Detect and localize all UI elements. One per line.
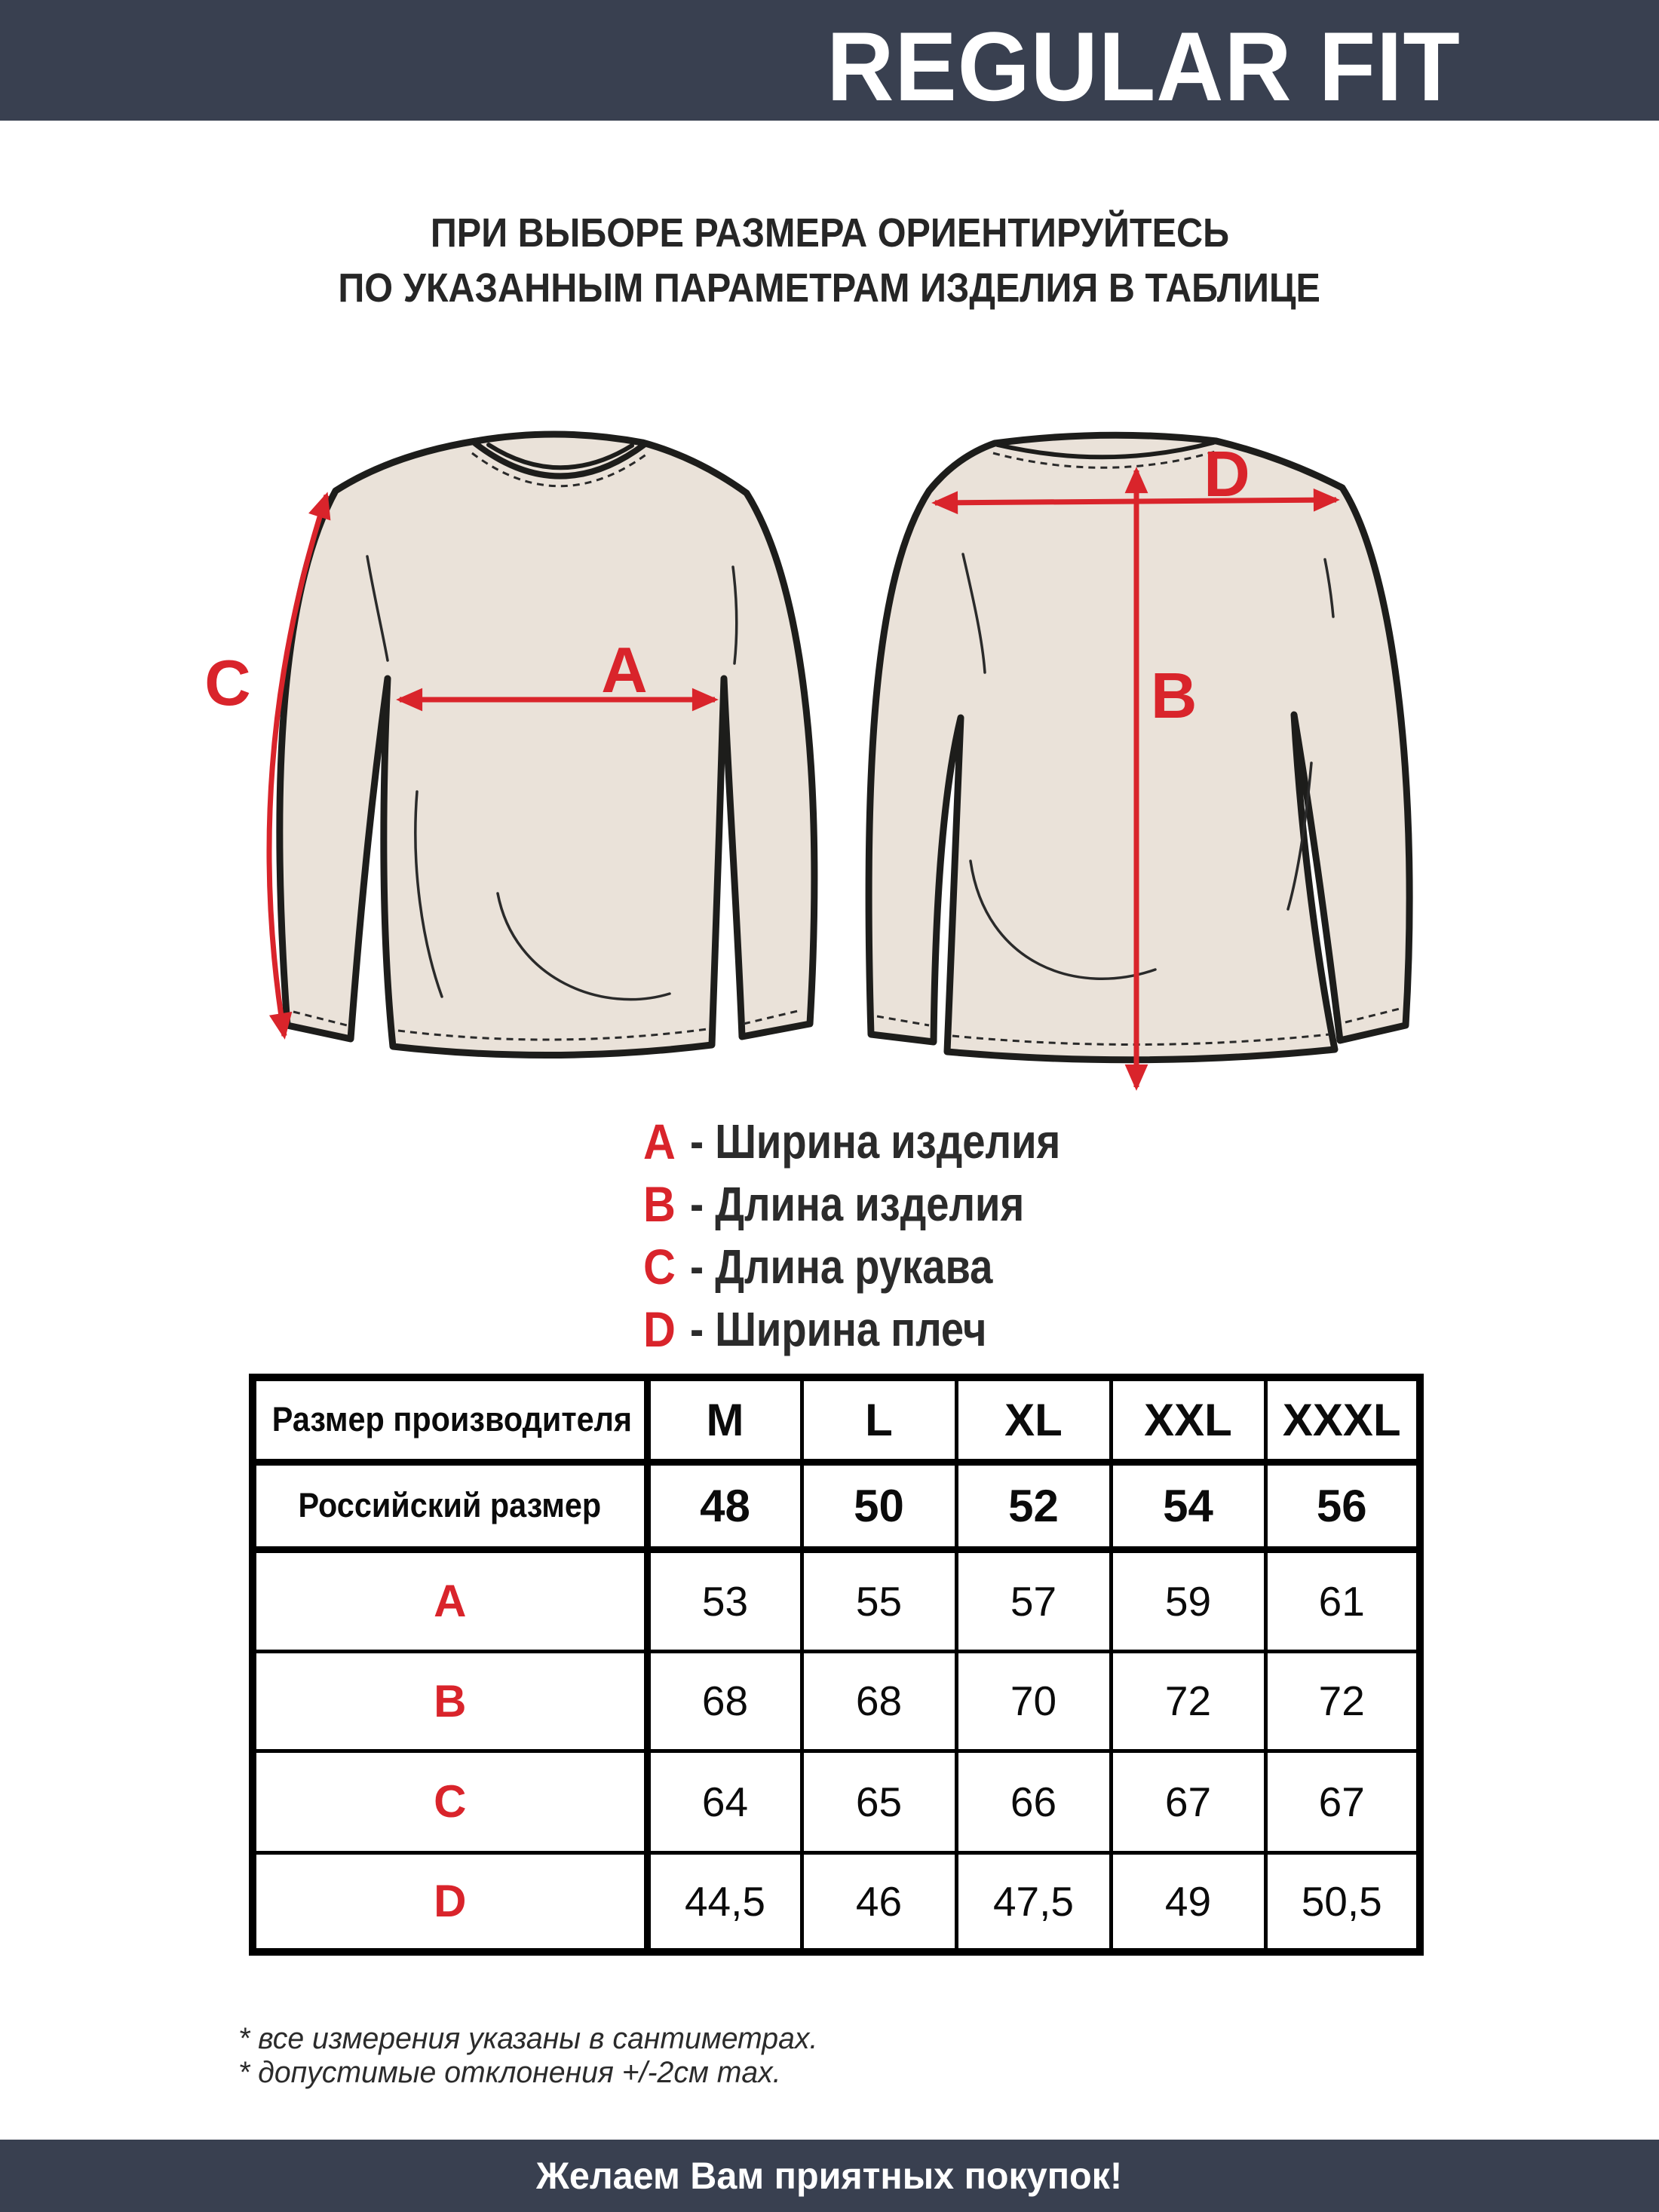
row-label: A — [253, 1549, 647, 1651]
table-row-sizes — [253, 1377, 1420, 1462]
front-shirt-diagram — [196, 415, 845, 1078]
table-cell: 56 — [1265, 1462, 1420, 1549]
table-cell: 55 — [802, 1549, 956, 1651]
size-col-header: XL — [956, 1377, 1111, 1462]
sleeve-measure-label: C — [204, 648, 251, 719]
legend-item-shoulder — [643, 1297, 1126, 1360]
table-cell: 59 — [1111, 1549, 1265, 1651]
legend-key: A — [643, 1113, 676, 1169]
table-cell: 47,5 — [956, 1852, 1111, 1952]
table-cell: 52 — [956, 1462, 1111, 1549]
table-cell: 44,5 — [647, 1852, 802, 1952]
footnote-units: * все измерения указаны в сантиметрах. — [238, 2022, 818, 2055]
table-cell: 61 — [1265, 1549, 1420, 1651]
table-row-b — [253, 1651, 1420, 1751]
measure-legend — [643, 1110, 1126, 1360]
front-shirt-outline — [280, 434, 814, 1055]
size-col-header: L — [802, 1377, 956, 1462]
back-shirt-diagram — [845, 415, 1433, 1101]
table-cell: 67 — [1111, 1751, 1265, 1852]
table-cell: 48 — [647, 1462, 802, 1549]
legend-item-width — [643, 1110, 1126, 1172]
table-row-d — [253, 1852, 1420, 1952]
legend-key: D — [643, 1301, 676, 1357]
table-cell: 72 — [1265, 1651, 1420, 1751]
legend-item-sleeve — [643, 1235, 1126, 1297]
size-col-header: XXXL — [1265, 1377, 1420, 1462]
page-title: REGULAR FIT — [826, 11, 1461, 121]
table-cell: 50,5 — [1265, 1852, 1420, 1952]
legend-item-length — [643, 1172, 1126, 1235]
intro-line-2: ПО УКАЗАННЫМ ПАРАМЕТРАМ ИЗДЕЛИЯ В ТАБЛИЦЕ — [338, 265, 1321, 311]
legend-label: - Длина рукава — [690, 1239, 993, 1294]
table-cell: 64 — [647, 1751, 802, 1852]
row-label: B — [253, 1651, 647, 1751]
table-cell: 54 — [1111, 1462, 1265, 1549]
table-cell: 72 — [1111, 1651, 1265, 1751]
back-shirt-outline — [869, 435, 1409, 1060]
table-cell: 68 — [647, 1651, 802, 1751]
legend-key: B — [643, 1175, 676, 1232]
table-cell: 65 — [802, 1751, 956, 1852]
table-cell: 70 — [956, 1651, 1111, 1751]
legend-label: - Ширина изделия — [690, 1114, 1061, 1169]
legend-key: C — [643, 1238, 676, 1294]
table-row-c — [253, 1751, 1420, 1852]
table-row-russian-size — [253, 1462, 1420, 1549]
row-label: C — [253, 1751, 647, 1852]
legend-label: - Длина изделия — [690, 1176, 1025, 1231]
footnote-tolerance: * допустимые отклонения +/-2см max. — [238, 2056, 781, 2089]
row-label: Российский размер — [253, 1462, 647, 1549]
table-cell: 46 — [802, 1852, 956, 1952]
table-cell: 68 — [802, 1651, 956, 1751]
size-table — [249, 1374, 1424, 1956]
footnotes — [238, 2022, 830, 2090]
table-cell: 49 — [1111, 1852, 1265, 1952]
table-cell: 57 — [956, 1549, 1111, 1651]
footer-message: Желаем Вам приятных покупок! — [536, 2155, 1123, 2197]
header-bar — [0, 0, 1659, 121]
table-cell: 66 — [956, 1751, 1111, 1852]
table-row-a — [253, 1549, 1420, 1651]
size-col-header: M — [647, 1377, 802, 1462]
table-cell: 67 — [1265, 1751, 1420, 1852]
intro-line-1: ПРИ ВЫБОРЕ РАЗМЕРА ОРИЕНТИРУЙТЕСЬ — [430, 210, 1229, 256]
width-measure-label: A — [601, 635, 648, 706]
legend-label: - Ширина плеч — [690, 1301, 987, 1356]
size-col-header: XXL — [1111, 1377, 1265, 1462]
length-measure-label: B — [1151, 660, 1197, 732]
intro-text — [0, 206, 1659, 316]
table-cell: 50 — [802, 1462, 956, 1549]
row-label: D — [253, 1852, 647, 1952]
footer-bar — [0, 2140, 1659, 2212]
table-cell: 53 — [647, 1549, 802, 1651]
shoulder-measure-label: D — [1204, 439, 1250, 510]
table-corner-header: Размер производителя — [253, 1377, 647, 1462]
